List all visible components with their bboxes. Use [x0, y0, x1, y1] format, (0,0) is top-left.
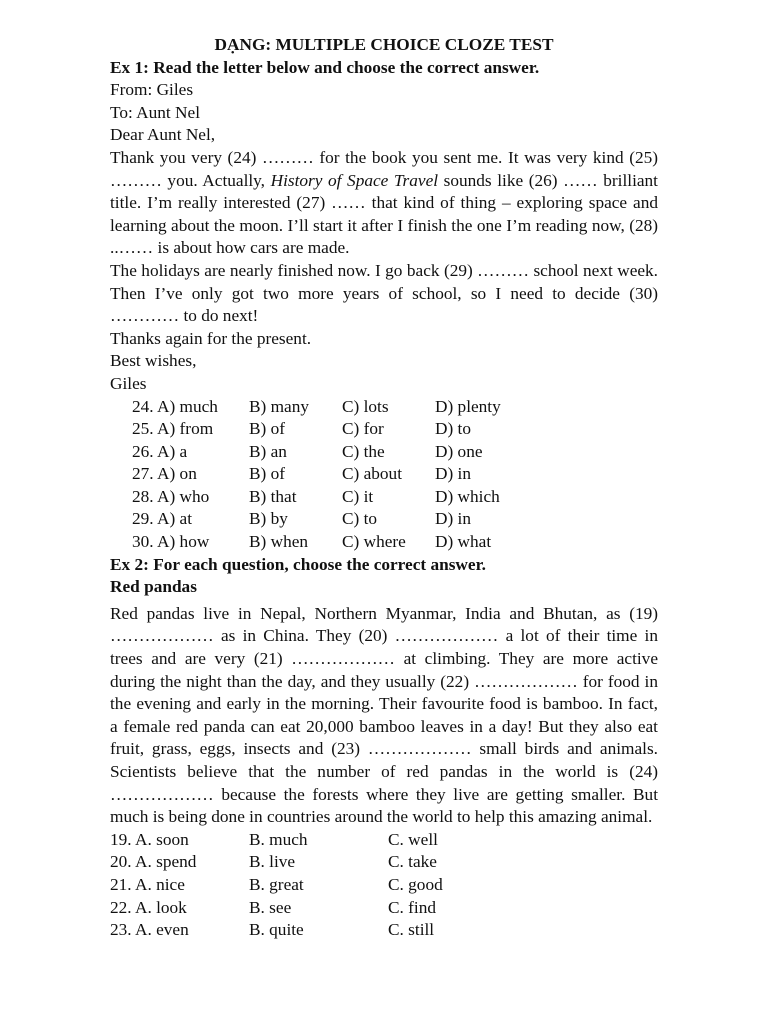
option-d: D) which: [435, 486, 500, 506]
option-a: 21. A. nice: [110, 874, 185, 894]
red-pandas-passage: Red pandas live in Nepal, Northern Myanmar, India and Bhutan, as (19) ……………… as in China. They (20) ……………… a lot of their time in trees and are very (21) ……………… at climbing. They are more active during the night than the day, and they usually (22) ……………… for food in the evening and early in the morning. Their favourite food is bamboo. In fact, a female red panda can eat 20,000 bamboo leaves in a day! But they also eat fruit, grass, eggs, insects and (23) ……………… small birds and animals. Scientists believe that the number of red pandas in the world is (24) ……………… because the forests where they live are getting smaller. But much is being done in countries around the world to help this amazing animal.: [110, 603, 658, 827]
option-b: B) of: [249, 419, 285, 439]
option-a: A) who: [157, 486, 210, 506]
letter-to: To: Aunt Nel: [110, 102, 200, 122]
option-d: D) to: [435, 419, 471, 439]
question-row-24: [110, 396, 658, 419]
letter-closing: Best wishes,: [110, 351, 197, 371]
letter-paragraph-1: [110, 147, 658, 260]
question-number: 26.: [132, 441, 154, 461]
option-b: B. see: [249, 897, 292, 917]
option-d: D) what: [435, 532, 492, 552]
letter-greeting: Dear Aunt Nel,: [110, 125, 216, 145]
letter-thanks: Thanks again for the present.: [110, 328, 312, 348]
question-row-22: [110, 897, 658, 920]
option-b: B) an: [249, 441, 287, 461]
question-row-25: [110, 418, 658, 441]
option-a: 20. A. spend: [110, 852, 197, 872]
option-a: A) how: [157, 532, 210, 552]
option-d: D) one: [435, 441, 483, 461]
option-b: B. great: [249, 874, 304, 894]
question-row-30: [110, 531, 658, 554]
document-page: [110, 34, 658, 942]
question-number: 28.: [132, 486, 154, 506]
option-c: C) for: [342, 419, 384, 439]
option-b: B. live: [249, 852, 296, 872]
option-a: A) on: [157, 464, 197, 484]
question-row-28: [110, 486, 658, 509]
ex2-subtitle: Red pandas: [110, 577, 197, 597]
question-number: 29.: [132, 509, 154, 529]
option-c: C) to: [342, 509, 378, 529]
question-number: 27.: [132, 464, 154, 484]
option-c: C. well: [388, 829, 438, 849]
letter-from: From: Giles: [110, 80, 194, 100]
question-row-20: [110, 851, 658, 874]
p1-text-before: Thank you very (24) ……… for the book you sent me. It was very kind (25) ……… you. Actually,: [110, 147, 658, 190]
option-a: A) much: [157, 396, 218, 416]
option-a: 23. A. even: [110, 920, 189, 940]
option-b: B) many: [249, 396, 309, 416]
ex1-heading: Ex 1: Read the letter below and choose the correct answer.: [110, 57, 540, 77]
option-c: C. find: [388, 897, 437, 917]
option-c: C) where: [342, 532, 406, 552]
question-row-27: [110, 463, 658, 486]
option-c: C) the: [342, 441, 385, 461]
option-b: B) by: [249, 509, 288, 529]
ex1-options: [110, 396, 658, 554]
option-a: A) from: [157, 419, 214, 439]
option-c: C. good: [388, 874, 443, 894]
option-d: D) in: [435, 509, 471, 529]
option-a: 22. A. look: [110, 897, 187, 917]
option-b: B) that: [249, 486, 297, 506]
option-d: D) plenty: [435, 396, 501, 416]
option-c: C) lots: [342, 396, 389, 416]
letter-signature: Giles: [110, 373, 147, 393]
question-row-26: [110, 441, 658, 464]
p1-text-after: sounds like (26) …… brilliant title. I’m really interested (27) …… that kind of thing – exploring space and learning about the moon. I’ll start it after I finish the one I’m reading now, (28) ..…… is about how cars are made.: [110, 170, 658, 258]
ex2-options: [110, 829, 658, 942]
option-a: A) at: [157, 509, 193, 529]
question-row-21: [110, 874, 658, 897]
option-b: B. much: [249, 829, 308, 849]
option-a: A) a: [157, 441, 188, 461]
page-title: DẠNG: MULTIPLE CHOICE CLOZE TEST: [214, 35, 554, 54]
letter-paragraph-2: The holidays are nearly finished now. I go back (29) ……… school next week. Then I’ve only got two more years of school, so I need to decide (30) ………… to do next!: [110, 260, 658, 326]
option-a: 19. A. soon: [110, 829, 189, 849]
option-b: B. quite: [249, 920, 304, 940]
option-d: D) in: [435, 464, 471, 484]
book-title: History of Space Travel: [270, 170, 439, 190]
option-c: C. take: [388, 852, 437, 872]
question-number: 25.: [132, 419, 154, 439]
option-b: B) when: [249, 532, 309, 552]
question-number: 30.: [132, 532, 154, 552]
option-b: B) of: [249, 464, 285, 484]
ex2-heading: Ex 2: For each question, choose the correct answer.: [110, 554, 486, 574]
question-row-19: [110, 829, 658, 852]
option-c: C. still: [388, 920, 435, 940]
option-c: C) about: [342, 464, 402, 484]
option-c: C) it: [342, 486, 374, 506]
question-row-23: [110, 919, 658, 942]
question-number: 24.: [132, 396, 154, 416]
question-row-29: [110, 508, 658, 531]
